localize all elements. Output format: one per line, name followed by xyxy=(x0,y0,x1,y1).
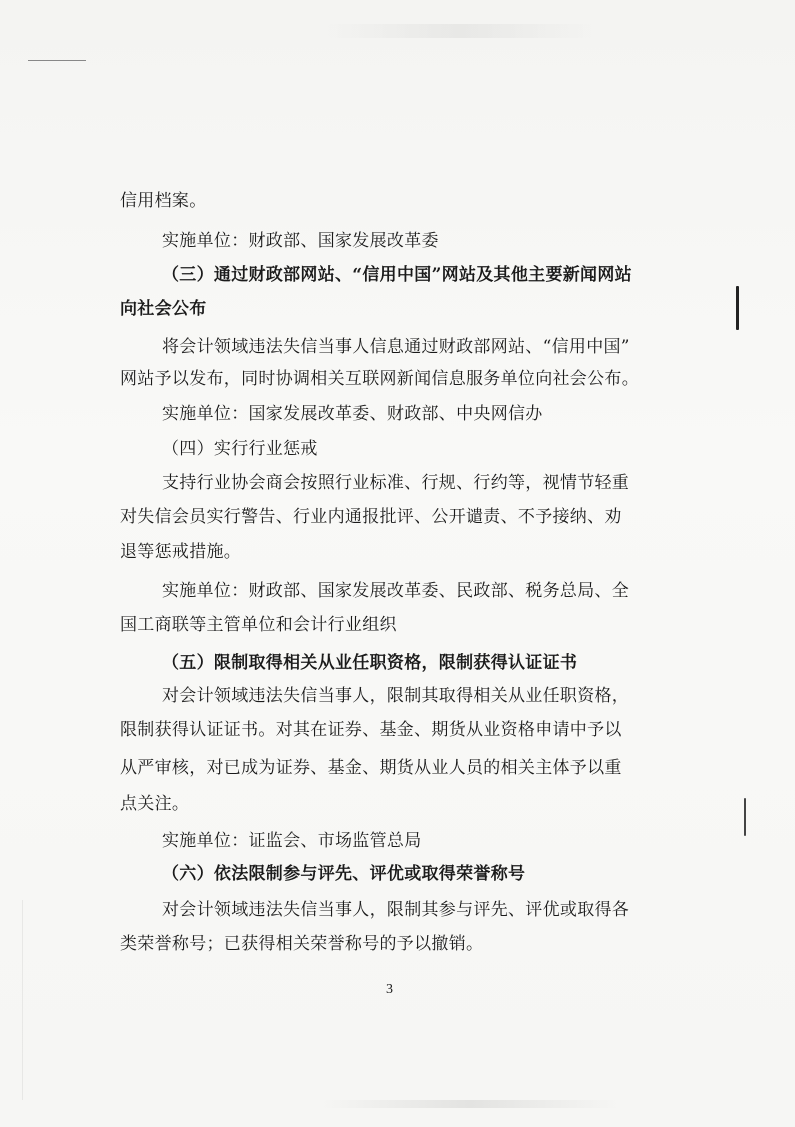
section-heading: （五）限制取得相关从业任职资格，限制获得认证证书 xyxy=(162,653,578,673)
section-heading: （六）依法限制参与评先、评优或取得荣誉称号 xyxy=(162,864,526,884)
page-number: 3 xyxy=(386,982,393,997)
body-line: 从严审核，对已成为证券、基金、期货从业人员的相关主体予以重 xyxy=(120,758,622,778)
section-heading: （三）通过财政部网站、“信用中国”网站及其他主要新闻网站 xyxy=(162,265,632,285)
body-line: 实施单位：国家发展改革委、财政部、中央网信办 xyxy=(162,404,543,424)
body-line: 网站予以发布，同时协调相关互联网新闻信息服务单位向社会公布。 xyxy=(120,369,639,389)
margin-mark xyxy=(736,286,739,330)
body-line: 信用档案。 xyxy=(120,191,207,211)
section-heading: （四）实行行业惩戒 xyxy=(162,439,318,459)
scan-noise-top xyxy=(320,24,600,38)
body-line: 对会计领域违法失信当事人，限制其参与评先、评优或取得各 xyxy=(162,900,630,920)
body-line: 对会计领域违法失信当事人，限制其取得相关从业任职资格， xyxy=(162,686,630,706)
body-line: 将会计领域违法失信当事人信息通过财政部网站、“信用中国” xyxy=(162,337,630,357)
scan-edge-left xyxy=(22,900,23,1100)
body-line: 类荣誉称号；已获得相关荣誉称号的予以撤销。 xyxy=(120,934,484,954)
scan-noise-bottom xyxy=(320,1100,620,1108)
header-rule xyxy=(28,60,86,61)
body-line: 对失信会员实行警告、行业内通报批评、公开谴责、不予接纳、劝 xyxy=(120,507,622,527)
section-heading: 向社会公布 xyxy=(120,299,207,319)
body-line: 实施单位：财政部、国家发展改革委、民政部、税务总局、全 xyxy=(162,581,630,601)
body-line: 支持行业协会商会按照行业标准、行规、行约等，视情节轻重 xyxy=(162,473,630,493)
body-line: 点关注。 xyxy=(120,794,190,814)
body-line: 退等惩戒措施。 xyxy=(120,542,242,562)
body-line: 国工商联等主管单位和会计行业组织 xyxy=(120,615,397,635)
body-line: 实施单位：财政部、国家发展改革委 xyxy=(162,231,439,251)
margin-mark xyxy=(744,798,746,836)
body-line: 限制获得认证证书。对其在证券、基金、期货从业资格申请中予以 xyxy=(120,720,622,740)
body-line: 实施单位：证监会、市场监管总局 xyxy=(162,831,422,851)
